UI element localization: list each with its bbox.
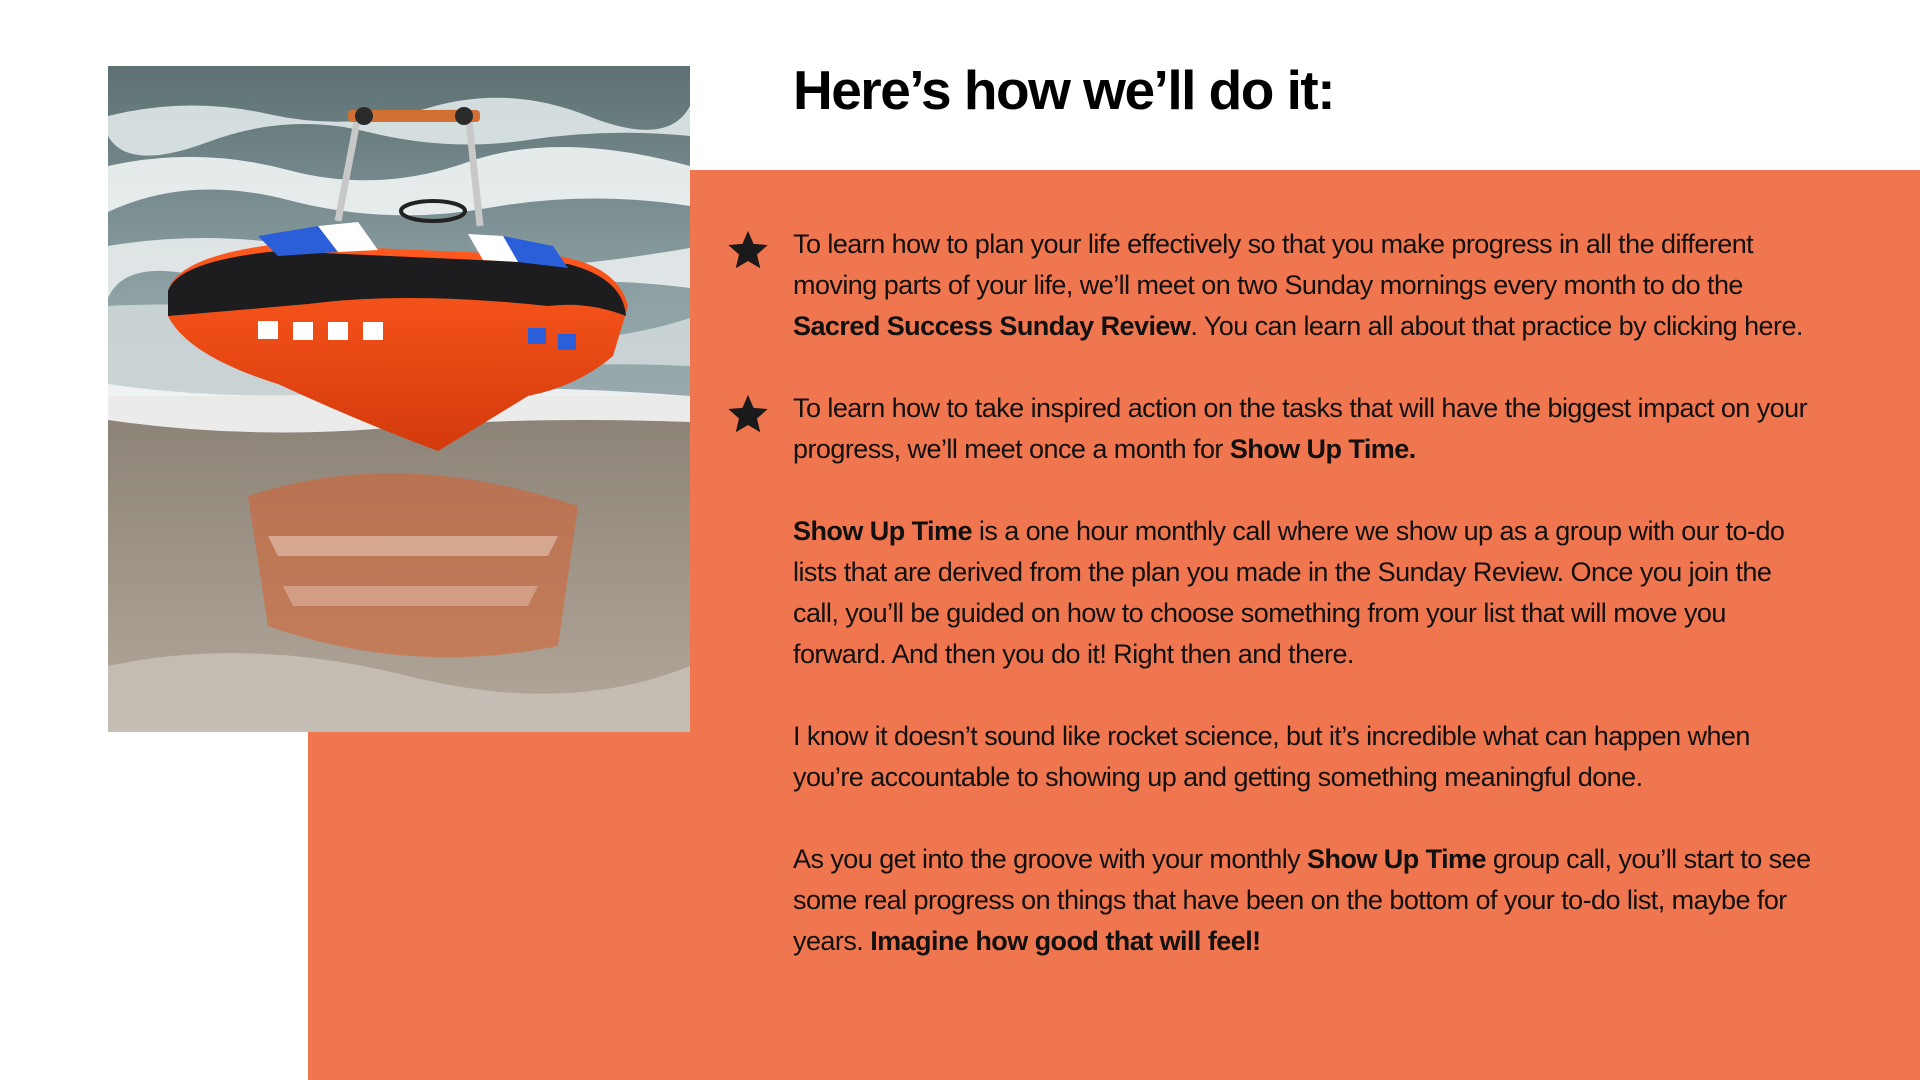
star-icon	[725, 228, 771, 274]
sacred-success-sunday-review-link: Sacred Success Sunday Review	[793, 311, 1191, 341]
bullet-text: To learn how to plan your life effectively so that you make progress in all the different moving parts of your life, we’ll meet on two Sunday mornings every month to do the	[793, 229, 1754, 300]
paragraph-text: As you get into the groove with your monthly	[793, 844, 1308, 874]
bullet-text: To learn how to take inspired action on the tasks that will have the biggest impact on your progress, we’ll meet once a month for	[793, 393, 1808, 464]
page-heading: Here’s how we’ll do it:	[793, 59, 1335, 121]
groove-paragraph	[793, 839, 1823, 962]
boat-photo	[108, 66, 690, 732]
paragraph-text: group call, you’ll start to see some real progress on things that have been on the bottom of your to-do list, maybe for years.	[793, 844, 1811, 956]
bold-text: Show Up Time.	[1229, 434, 1416, 464]
show-up-time-description	[793, 511, 1823, 675]
bullet-text: . You can learn all about that practice by clicking here.	[1190, 311, 1803, 341]
bullet-item-sunday-review	[793, 224, 1823, 347]
bold-text: Imagine how good that will feel!	[870, 926, 1261, 956]
star-icon	[725, 392, 771, 438]
bullet-item-show-up-time	[793, 388, 1823, 470]
rocket-science-paragraph	[793, 716, 1823, 798]
bold-text: Show Up Time	[1307, 844, 1486, 874]
content-column	[793, 224, 1823, 1003]
bold-text: Show Up Time	[793, 516, 972, 546]
paragraph-text: I know it doesn’t sound like rocket science, but it’s incredible what can happen when you’re accountable to showing up and getting something meaningful done.	[793, 721, 1750, 792]
paragraph-text: is a one hour monthly call where we show up as a group with our to-do lists that are derived from the plan you made in the Sunday Review. Once you join the call, you’ll be guided on how to choose something from your list that will move you forward. And then you do it! Right then and there.	[793, 516, 1785, 669]
